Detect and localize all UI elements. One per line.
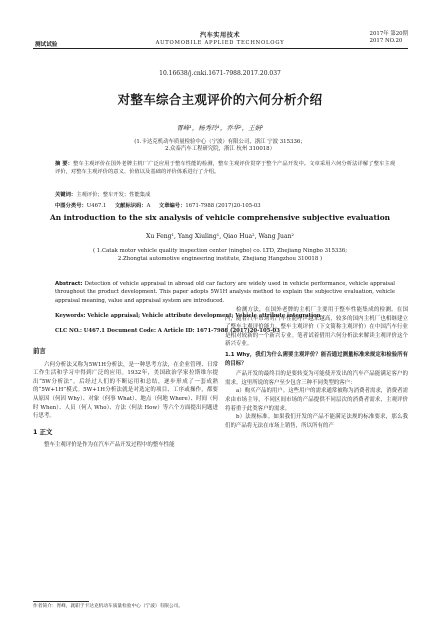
header-divider	[33, 48, 408, 49]
paper-title-en: An introduction to the six analysis of vehicle comprehensive subjective evaluation	[49, 213, 390, 222]
abstract-cn-label: 摘 要：	[55, 161, 74, 167]
abstract-en-label: Abstract:	[55, 281, 83, 287]
paragraph-1: 检测方法，在国外老牌的主机厂主要用于整车性能集成的检测。在国内，随着汽车市场对汽车性能呼声越来越高，较多的国内主机厂也相继建立了整车主观评价能力。整车主观评价（下文简称主观评价）在中国汽车行业是相对较新的一个新兴专业。笔者试着借用六何分析法来解读主观评价这个新兴专业。	[225, 307, 408, 348]
abstract-en-text: Detection of vehicle appraisal in abroad old car factory are widely used in vehicle performance, vehicle appraisal throughout the product development. This paper adopts 5W1H analysis method to explain the subjective evaluation, vehicle appraisal meaning, value and appraisal system are introduced.	[55, 281, 395, 304]
journal-name-en: AUTOMOBILE APPLIED TECHNOLOGY	[155, 40, 285, 46]
keywords-en: Keywords: Vehicle appraisal; Vehicle attribute development; Vehicle attribute integration	[55, 313, 321, 319]
paragraph-3: a）购买产品的用户。这些用户的需求通常被称为消费者需求，消费者需求由市场主导，不同区间市场的产品提供不同层次的消费者需求，主观评价将着重于此类客户的需求。	[225, 388, 408, 412]
abstract-cn-text: 整车主观评价在国外老牌主机厂广泛应用于整车性能的检测，整车主观评价贯穿于整个产品开发中。文章采用六何分析法详解了整车主观评价，对整车主观评价的意义、价值以及基础的评价体系进行了介绍。	[55, 161, 395, 176]
issue-cn: 2017年 第20期	[369, 31, 408, 37]
authors-en: Xu Feng¹, Yang Xiuling¹, Qiao Hua², Wang Juan²	[146, 233, 294, 240]
footnote: 作者简介：胥峰，就职于卡达克机动车质量检验中心（宁波）有限公司。	[33, 604, 184, 609]
preface-heading: 前言	[33, 347, 46, 355]
section-1-heading: 1 正文	[33, 427, 53, 436]
keywords-cn	[55, 190, 395, 198]
classification-en: CLC NO.: U467.1 Document Code: A Article ID: 1671-7988 (2017)20-105-03	[55, 328, 280, 334]
body-column-right	[225, 306, 408, 430]
affiliation-cn-2: 2.众泰汽车工程研究院，浙江 杭州 310018）	[164, 146, 275, 153]
affiliation-en-2: 2.Zhongtai automotive engineering institute, Zhejiang Hangzhou 310018 )	[117, 255, 323, 262]
paper-title-cn: 对整车综合主观评价的六何分析介绍	[117, 92, 323, 107]
keywords-cn-text: 主观评价；整车开发；性能集成	[76, 192, 151, 198]
article-id-value: 1671-7988 (2017)20-105-03	[185, 203, 261, 209]
keywords-cn-label: 关键词：	[55, 192, 77, 198]
section-1-paragraph: 整车主观评价是作为在汽车产品开发过程中的整车性能	[44, 442, 175, 449]
doc-code-value: A	[146, 203, 151, 209]
authors-cn: 胥峰¹，杨秀玲¹，乔华²，王娟²	[176, 124, 264, 132]
affiliation-en-1: ( 1.Catak motor vehicle quality inspection center (ningbo) co. LTD, Zhejiang Ningbo 315336;	[92, 248, 348, 254]
abstract-en	[55, 280, 395, 305]
affiliations-en	[0, 248, 440, 264]
footnote-divider	[33, 601, 89, 602]
paragraph-2: 产品开发的最终目的是要转变为可能使开发出的汽车产品能满足客户的需求。这里所说的客户至少包含三种不同类型的客户：	[225, 371, 408, 386]
issue-info	[370, 31, 408, 45]
subsection-1-1-heading: 1.1 Why，我们为什么需要主观评价？能否通过测量标准来规定和检验所有的目标？	[225, 351, 408, 367]
affiliations-cn	[0, 139, 440, 154]
clc-label: 中图分类号：	[55, 203, 87, 209]
doi: 10.16638/j.cnki.1671-7988.2017.20.037	[159, 70, 281, 77]
journal-name-cn: 汽车实用技术	[199, 32, 241, 39]
preface-paragraph: 六何分析法又称为5W1H分析法，是一种思考方法，在企业管理、日常工作生活和学习中得到广泛的应用。1932年，美国政治学家拉斯维尔提出“5W分析法”，后经过人们的不断运用和总结，逐步形成了一套成熟的“5W+1H”模式。5W+1H分析法就是对选定的项目、工序或操作，都要从原因（何因 Why）、对象（何事 What）、地点（何地 Where）、时间（何时 When）、人员（何人 Who）、方法（何法 How）等六个方面提出问题进行思考。	[33, 361, 218, 420]
abstract-cn	[55, 160, 395, 176]
article-id-label: 文章编号：	[158, 203, 186, 209]
clc-value: U467.1	[86, 203, 107, 209]
doc-code-label: 文献标识码：	[114, 203, 147, 209]
section-label: 测试试验	[35, 42, 58, 48]
classification-cn	[55, 201, 395, 209]
issue-en: 2017 NO.20	[369, 38, 403, 45]
affiliation-cn-1: (1.卡达克机动车质量检验中心（宁波）有限公司，浙江 宁波 315336；	[134, 139, 306, 145]
paragraph-4: b）法规标准。如果我们开发的产品不能满足法规的标准要求，那么我们的产品将无法在市场上销售，所以所有的产	[225, 414, 408, 429]
body-column-left	[33, 343, 218, 450]
